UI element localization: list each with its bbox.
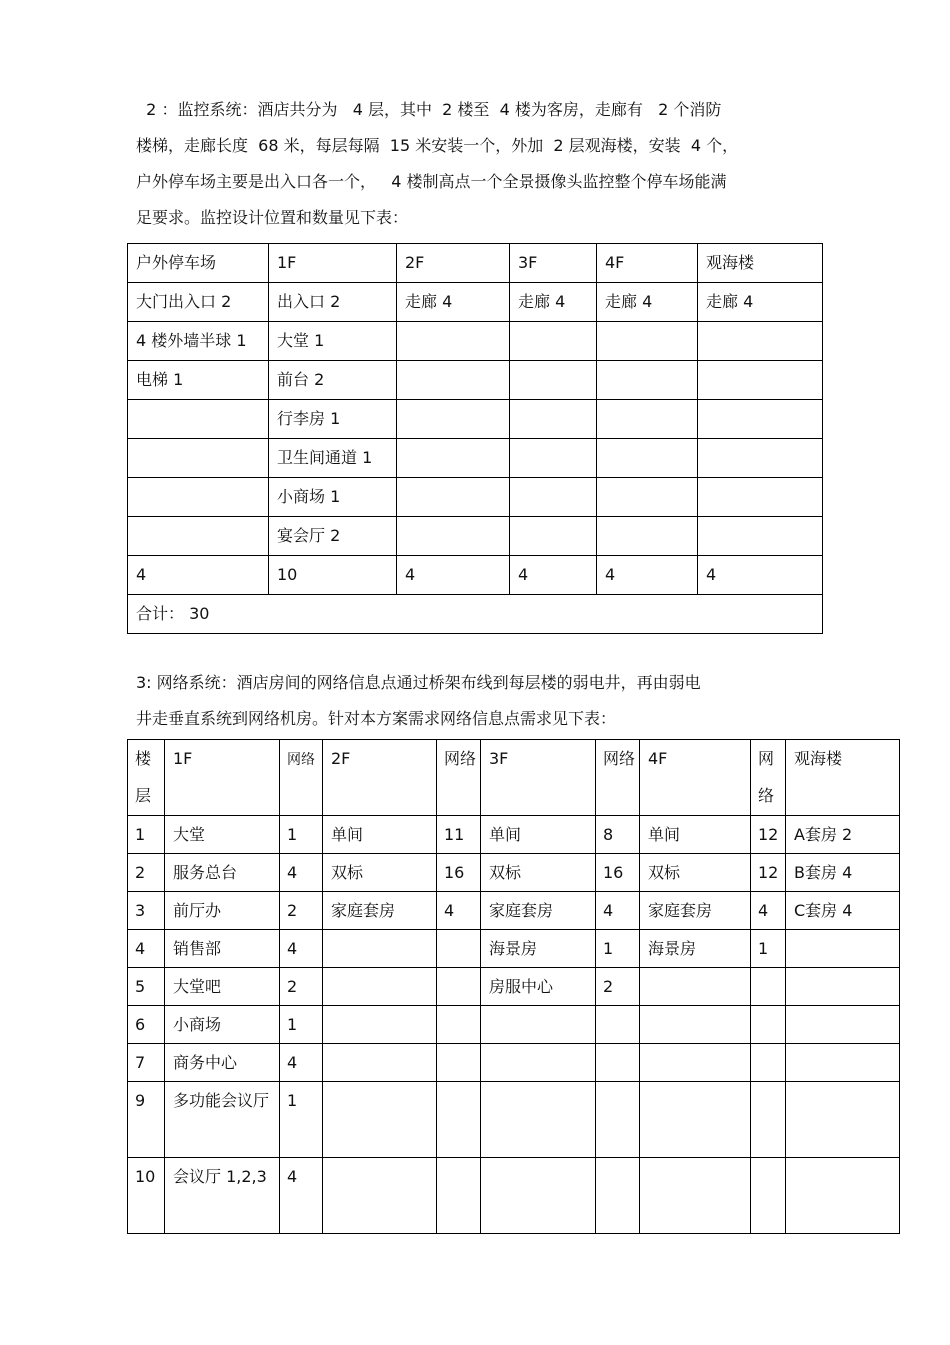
- table-cell: 2: [280, 968, 323, 1006]
- table-header-row: [128, 244, 823, 283]
- table-cell: [323, 1082, 437, 1158]
- table-cell: 4 楼外墙半球 1: [128, 322, 269, 361]
- table-cell: 小商场: [165, 1006, 280, 1044]
- paragraph-line: 2 ：监控系统：酒店共分为 4 层，其中 2 楼至 4 楼为客房，走廊有 2 个消防: [136, 100, 722, 119]
- table-cell: [597, 322, 698, 361]
- table-cell: [437, 1082, 481, 1158]
- table-cell: 走廊 4: [698, 283, 823, 322]
- table-cell: 小商场 1: [269, 478, 397, 517]
- table-cell: [597, 439, 698, 478]
- table-row: [128, 517, 823, 556]
- table-cell: 4: [596, 892, 640, 930]
- header-cell: 观海楼: [786, 740, 900, 816]
- table-cell: [323, 968, 437, 1006]
- header-cell: 4F: [597, 244, 698, 283]
- header-cell: 户外停车场: [128, 244, 269, 283]
- table-cell: 12: [751, 816, 786, 854]
- table-cell: [786, 1158, 900, 1234]
- table-cell: [698, 517, 823, 556]
- table-cell: 4: [280, 1044, 323, 1082]
- table-row: [128, 816, 900, 854]
- table-cell: [596, 1082, 640, 1158]
- table-cell: 商务中心: [165, 1044, 280, 1082]
- header-cell: 3F: [481, 740, 596, 816]
- table-row: [128, 322, 823, 361]
- table-row: [128, 478, 823, 517]
- table-row: [128, 1158, 900, 1234]
- table-cell: [481, 1158, 596, 1234]
- table-cell: B套房 4: [786, 854, 900, 892]
- table-header-row: [128, 740, 900, 816]
- header-cell: 网络: [751, 740, 786, 816]
- subtotal-cell: 4: [397, 556, 510, 595]
- network-table: [127, 739, 900, 1234]
- table-cell: 会议厅 1,2,3: [165, 1158, 280, 1234]
- table-cell: 8: [596, 816, 640, 854]
- table-cell: 房服中心: [481, 968, 596, 1006]
- header-cell: [280, 740, 323, 816]
- table-cell: 3: [128, 892, 165, 930]
- table-cell: 16: [596, 854, 640, 892]
- table-row: [128, 400, 823, 439]
- table-cell: 4: [280, 1158, 323, 1234]
- paragraph-line: 3: 网络系统：酒店房间的网络信息点通过桥架布线到每层楼的弱电井，再由弱电: [136, 673, 701, 692]
- table-cell: [397, 361, 510, 400]
- table-cell: [510, 400, 597, 439]
- header-cell: 网络: [437, 740, 481, 816]
- table-row: [128, 283, 823, 322]
- table-cell: 1: [596, 930, 640, 968]
- table-cell: [510, 517, 597, 556]
- table-cell: 9: [128, 1082, 165, 1158]
- table-cell: [597, 478, 698, 517]
- table-cell: 2: [280, 892, 323, 930]
- table-cell: 4: [751, 892, 786, 930]
- table-cell: [437, 1006, 481, 1044]
- table-row: [128, 1044, 900, 1082]
- table-cell: 2: [128, 854, 165, 892]
- table-cell: [397, 517, 510, 556]
- table-cell: 走廊 4: [397, 283, 510, 322]
- header-cell: 3F: [510, 244, 597, 283]
- table-cell: 11: [437, 816, 481, 854]
- table-cell: [128, 400, 269, 439]
- paragraph-line: 户外停车场主要是出入口各一个， 4 楼制高点一个全景摄像头监控整个停车场能满: [136, 172, 727, 191]
- header-cell: 1F: [269, 244, 397, 283]
- table-cell: [481, 1006, 596, 1044]
- table-cell: [751, 1158, 786, 1234]
- table-cell: 4: [128, 930, 165, 968]
- subtotal-cell: 4: [128, 556, 269, 595]
- table-cell: 1: [128, 816, 165, 854]
- table-cell: 1: [280, 1006, 323, 1044]
- table-cell: [128, 478, 269, 517]
- table-cell: [786, 1006, 900, 1044]
- monitoring-table: [127, 243, 823, 634]
- table-cell: [323, 1044, 437, 1082]
- header-cell: 观海楼: [698, 244, 823, 283]
- header-cell: 楼层: [128, 740, 165, 816]
- table-cell: 4: [437, 892, 481, 930]
- table-cell: 12: [751, 854, 786, 892]
- table-row: [128, 1006, 900, 1044]
- table-cell: 行李房 1: [269, 400, 397, 439]
- table-cell: [481, 1044, 596, 1082]
- subtotal-cell: 4: [698, 556, 823, 595]
- table-cell: 电梯 1: [128, 361, 269, 400]
- table-cell: 卫生间通道 1: [269, 439, 397, 478]
- header-cell: 网络: [596, 740, 640, 816]
- table-cell: 走廊 4: [510, 283, 597, 322]
- table-cell: 4: [280, 854, 323, 892]
- table-cell: [437, 968, 481, 1006]
- table-cell: [397, 322, 510, 361]
- table-cell: [786, 1044, 900, 1082]
- table-cell: [751, 1044, 786, 1082]
- table-cell: [323, 1006, 437, 1044]
- table-cell: 服务总台: [165, 854, 280, 892]
- table-cell: 家庭套房: [481, 892, 596, 930]
- table-cell: [640, 1158, 751, 1234]
- table-cell: 5: [128, 968, 165, 1006]
- table-cell: [397, 478, 510, 517]
- table-cell: 大堂吧: [165, 968, 280, 1006]
- table-cell: [596, 1006, 640, 1044]
- header-cell: 2F: [397, 244, 510, 283]
- table-cell: [640, 1044, 751, 1082]
- table-cell: 单间: [481, 816, 596, 854]
- table-cell: 海景房: [640, 930, 751, 968]
- table-cell: [510, 322, 597, 361]
- table-cell: 双标: [481, 854, 596, 892]
- subtotal-cell: 4: [510, 556, 597, 595]
- table-cell: [751, 968, 786, 1006]
- table-cell: [397, 400, 510, 439]
- table-cell: [640, 1082, 751, 1158]
- table-cell: [698, 478, 823, 517]
- table-total-row: [128, 595, 823, 634]
- table-cell: [323, 930, 437, 968]
- table-cell: 单间: [323, 816, 437, 854]
- table-cell: [597, 517, 698, 556]
- table-cell: [128, 439, 269, 478]
- table-cell: 7: [128, 1044, 165, 1082]
- table-cell: 家庭套房: [323, 892, 437, 930]
- table-cell: [786, 1082, 900, 1158]
- table-cell: 宴会厅 2: [269, 517, 397, 556]
- table-cell: 销售部: [165, 930, 280, 968]
- table-cell: A套房 2: [786, 816, 900, 854]
- table-cell: 多功能会议厅: [165, 1082, 280, 1158]
- header-cell: 1F: [165, 740, 280, 816]
- table-cell: 双标: [323, 854, 437, 892]
- table-cell: [596, 1044, 640, 1082]
- table-cell: [597, 361, 698, 400]
- table-cell: [323, 1158, 437, 1234]
- table-row: [128, 892, 900, 930]
- subtotal-cell: 10: [269, 556, 397, 595]
- table-cell: 大门出入口 2: [128, 283, 269, 322]
- table-row: [128, 930, 900, 968]
- table-cell: 双标: [640, 854, 751, 892]
- table-cell: [437, 1044, 481, 1082]
- table-cell: [786, 968, 900, 1006]
- table-cell: 前厅办: [165, 892, 280, 930]
- table-row: [128, 361, 823, 400]
- paragraph-line: 井走垂直系统到网络机房。针对本方案需求网络信息点需求见下表：: [136, 709, 617, 728]
- table-cell: [510, 439, 597, 478]
- total-cell: 合计： 30: [128, 595, 823, 634]
- table-cell: 2: [596, 968, 640, 1006]
- table-row: [128, 439, 823, 478]
- table-cell: [698, 439, 823, 478]
- table-cell: [698, 322, 823, 361]
- table-cell: 大堂: [165, 816, 280, 854]
- table-cell: 海景房: [481, 930, 596, 968]
- table-cell: 1: [280, 1082, 323, 1158]
- header-cell-text: 网络: [287, 752, 315, 768]
- table-cell: 10: [128, 1158, 165, 1234]
- table-cell: 1: [751, 930, 786, 968]
- table-cell: [596, 1158, 640, 1234]
- table-cell: [640, 1006, 751, 1044]
- table-row: [128, 1082, 900, 1158]
- table-cell: 家庭套房: [640, 892, 751, 930]
- table-cell: 16: [437, 854, 481, 892]
- table-cell: 4: [280, 930, 323, 968]
- table-cell: 单间: [640, 816, 751, 854]
- header-cell: 4F: [640, 740, 751, 816]
- header-cell: 2F: [323, 740, 437, 816]
- table-cell: 6: [128, 1006, 165, 1044]
- table-cell: [751, 1082, 786, 1158]
- section3-paragraph: [136, 665, 701, 737]
- table-row: [128, 854, 900, 892]
- table-cell: [698, 361, 823, 400]
- subtotal-cell: 4: [597, 556, 698, 595]
- section2-paragraph: [136, 92, 738, 236]
- table-cell: [597, 400, 698, 439]
- paragraph-line: 足要求。监控设计位置和数量见下表：: [136, 208, 409, 227]
- table-cell: 1: [280, 816, 323, 854]
- paragraph-line: 楼梯，走廊长度 68 米，每层每隔 15 米安装一个，外加 2 层观海楼，安装 4 个，: [136, 136, 739, 155]
- table-cell: 前台 2: [269, 361, 397, 400]
- table-cell: C套房 4: [786, 892, 900, 930]
- table-cell: [397, 439, 510, 478]
- table-cell: 出入口 2: [269, 283, 397, 322]
- table-subtotal-row: [128, 556, 823, 595]
- table-cell: 大堂 1: [269, 322, 397, 361]
- table-cell: [437, 930, 481, 968]
- table-cell: [128, 517, 269, 556]
- table-cell: [786, 930, 900, 968]
- table-cell: [698, 400, 823, 439]
- table-cell: [481, 1082, 596, 1158]
- table-cell: [640, 968, 751, 1006]
- table-cell: [510, 361, 597, 400]
- table-cell: [510, 478, 597, 517]
- table-cell: [751, 1006, 786, 1044]
- table-row: [128, 968, 900, 1006]
- table-cell: [437, 1158, 481, 1234]
- table-cell: 走廊 4: [597, 283, 698, 322]
